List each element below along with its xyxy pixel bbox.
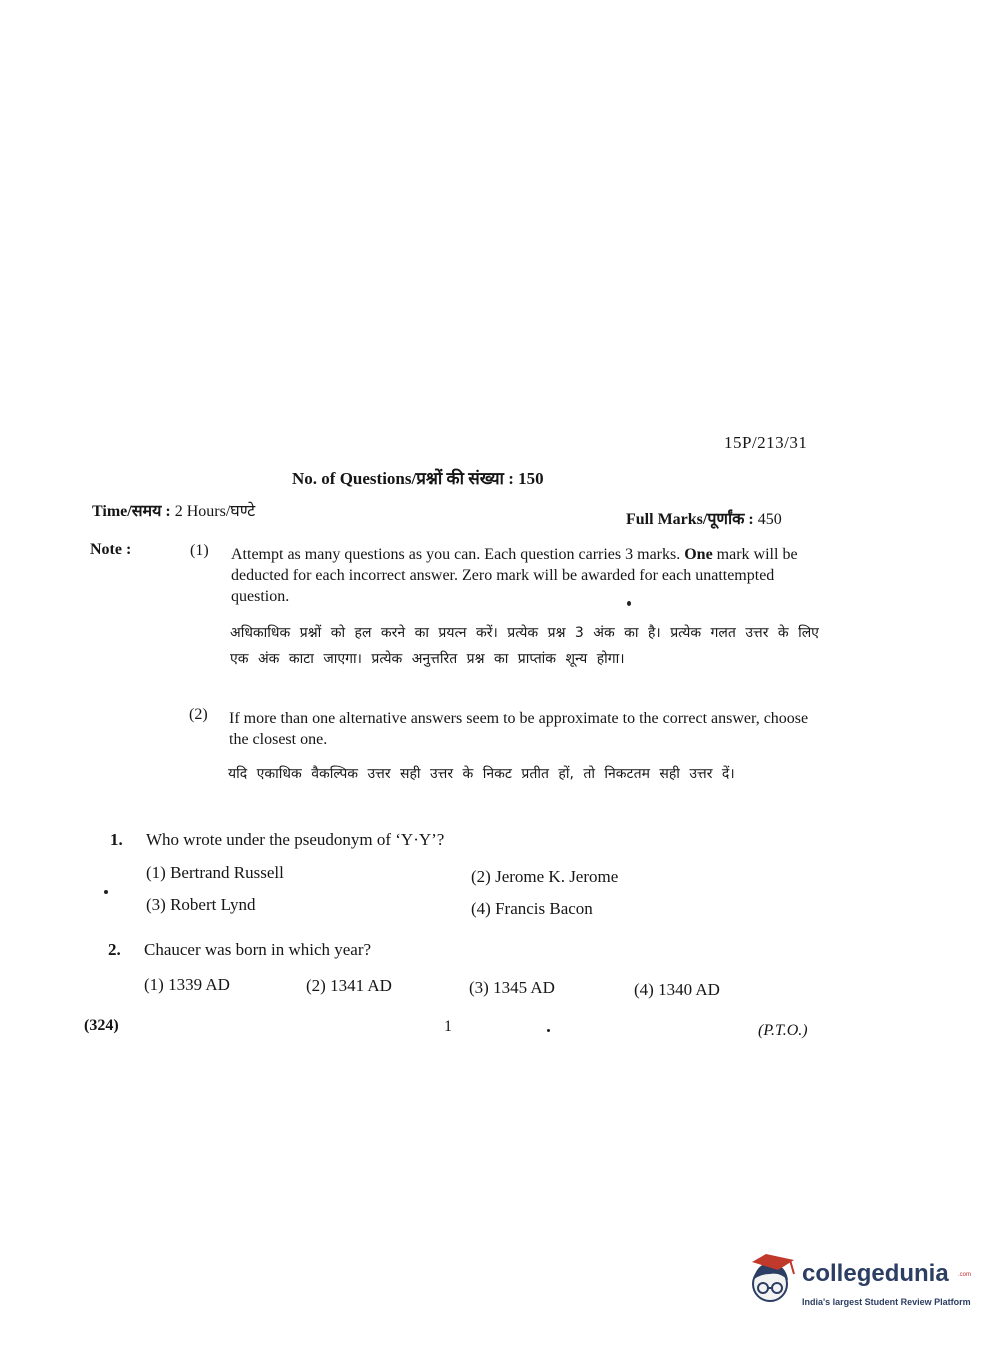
note-item-1-english-part1: Attempt as many questions as you can. Each question carries 3 marks. — [231, 546, 681, 563]
full-marks-info — [626, 507, 782, 529]
please-turn-over: (P.T.O.) — [758, 1022, 808, 1039]
logo-wordmark: collegedunia — [802, 1260, 949, 1287]
scan-speck — [627, 601, 631, 606]
scan-speck — [104, 890, 108, 894]
note-item-1-number: (1) — [190, 542, 209, 559]
student-mascot-icon — [744, 1250, 800, 1310]
question-1-number: 1. — [110, 830, 123, 849]
question-2-option-4: (4) 1340 AD — [634, 980, 720, 999]
marks-value: 450 — [757, 511, 782, 528]
page-number: 1 — [444, 1018, 452, 1035]
question-1-option-1: (1) Bertrand Russell — [146, 863, 284, 882]
note-item-2-hindi: यदि एकाधिक वैकल्पिक उत्तर सही उत्तर के निकट प्रतीत हों, तो निकटतम सही उत्तर दें। — [228, 766, 735, 782]
paper-code: 15P/213/31 — [724, 433, 808, 452]
scan-speck — [547, 1029, 550, 1032]
note-item-1-english-part2: mark will be deducted for each incorrect answer. Zero mark will be awarded for each unattempted question. — [231, 546, 798, 605]
question-2-option-3: (3) 1345 AD — [469, 978, 555, 997]
note-item-2-number: (2) — [189, 706, 208, 723]
question-2-option-2: (2) 1341 AD — [306, 976, 392, 995]
collegedunia-logo — [744, 1250, 974, 1310]
number-of-questions: No. of Questions/प्रश्नों की संख्या : 150 — [292, 469, 544, 488]
question-2-number: 2. — [108, 940, 121, 959]
question-2-option-1: (1) 1339 AD — [144, 975, 230, 994]
logo-domain-suffix: .com — [958, 1272, 972, 1278]
question-1-option-2: (2) Jerome K. Jerome — [471, 867, 619, 886]
question-2-text: Chaucer was born in which year? — [144, 940, 372, 959]
time-value: 2 Hours/घण्टे — [174, 503, 256, 520]
footer-code: (324) — [84, 1017, 119, 1034]
time-label: Time/समय : — [92, 503, 171, 520]
question-1-option-4: (4) Francis Bacon — [471, 899, 593, 918]
marks-label: Full Marks/पूर्णांक : — [626, 511, 754, 528]
note-item-1-english-bold: One — [684, 546, 713, 563]
question-1-option-3: (3) Robert Lynd — [146, 895, 256, 914]
note-item-1-english — [231, 544, 827, 607]
note-item-2-english: If more than one alternative answers seem to be approximate to the correct answer, choose the closest one. — [229, 710, 809, 748]
logo-tagline: India's largest Student Review Platform — [802, 1297, 971, 1307]
note-label: Note : — [90, 541, 132, 558]
time-info — [92, 499, 255, 521]
note-item-1-hindi: अधिकाधिक प्रश्नों को हल करने का प्रयत्न करें। प्रत्येक प्रश्न 3 अंक का है। प्रत्येक गलत उत्तर के लिए एक अंक काटा जाएगा। प्रत्येक अनुत्तरित प्रश्न का प्राप्तांक शून्य होगा। — [230, 625, 819, 667]
question-1-text: Who wrote under the pseudonym of ‘Y·Y’? — [146, 830, 445, 849]
